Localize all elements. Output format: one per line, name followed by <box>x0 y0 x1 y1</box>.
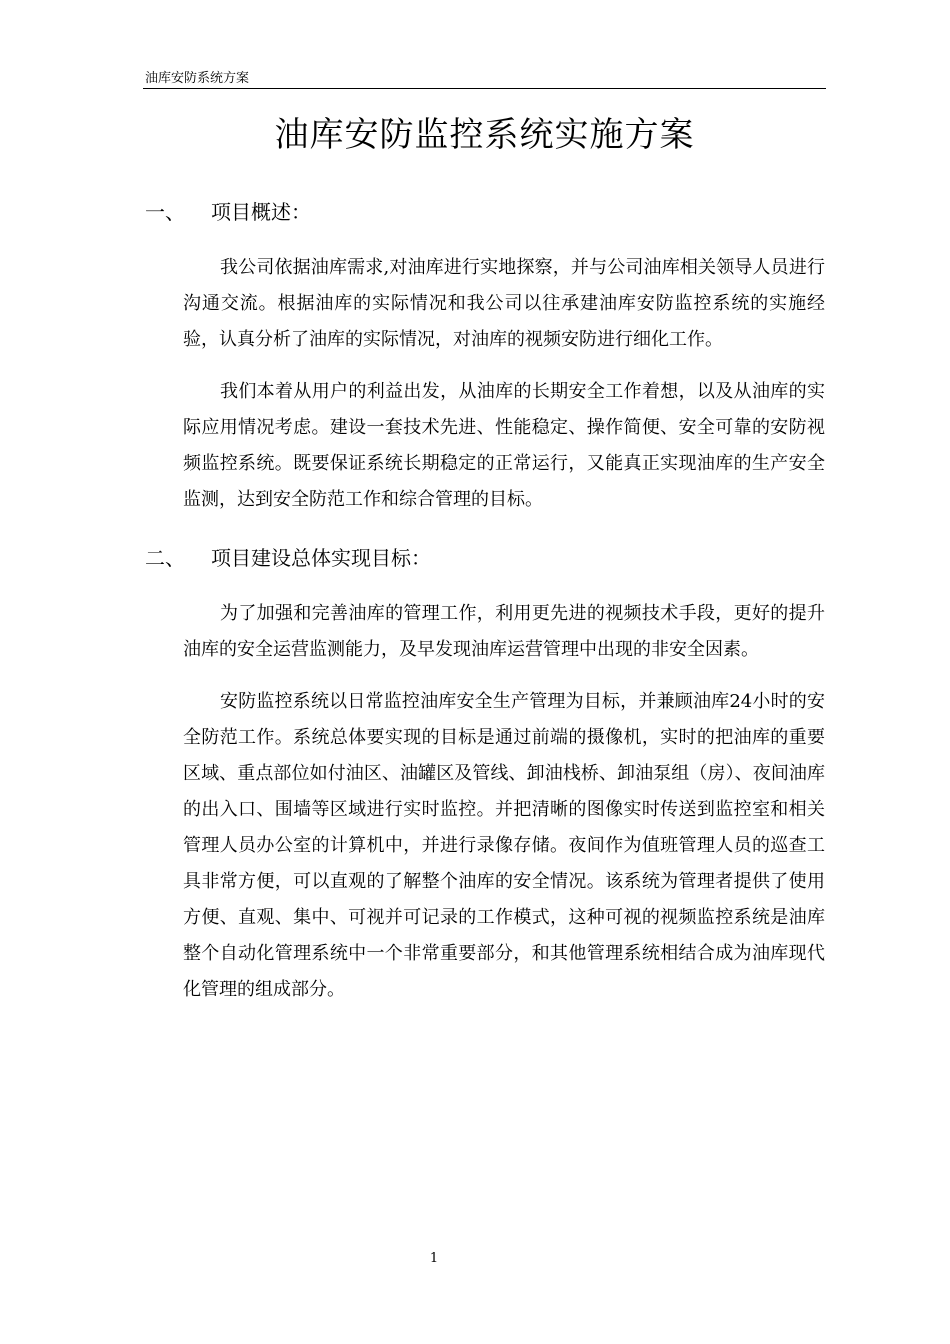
section-title-2: 项目建设总体实现目标： <box>211 546 431 570</box>
paragraph-2-1: 为了加强和完善油库的管理工作，利用更先进的视频技术手段，更好的提升油库的安全运营监测能力，及早发现油库运营管理中出现的非安全因素。 <box>183 603 825 660</box>
section-heading-2 <box>145 544 431 572</box>
paragraph-2-2: 安防监控系统以日常监控油库安全生产管理为目标，并兼顾油库24小时的安全防范工作。系统总体要实现的目标是通过前端的摄像机，实时的把油库的重要区域、重点部位如付油区、油罐区及管线、卸油栈桥、卸油泵组（房）、夜间油库的出入口、围墙等区域进行实时监控。并把清晰的图像实时传送到监控室和相关管理人员办公室的计算机中，并进行录像存储。夜间作为值班管理人员的巡查工具非常方便，可以直观的了解整个油库的安全情况。该系统为管理者提供了使用方便、直观、集中、可视并可记录的工作模式，这种可视的视频监控系统是油库整个自动化管理系统中一个非常重要部分，和其他管理系统相结合成为油库现代化管理的组成部分。 <box>183 691 825 1000</box>
paragraph-1-1: 我公司依据油库需求,对油库进行实地探察，并与公司油库相关领导人员进行沟通交流。根据油库的实际情况和我公司以往承建油库安防监控系统的实施经验，认真分析了油库的实际情况，对油库的视频安防进行细化工作。 <box>183 257 825 350</box>
page-number: 1 <box>429 1251 439 1266</box>
header-divider <box>143 88 826 89</box>
section-heading-1 <box>145 198 311 226</box>
running-header: 油库安防系统方案 <box>145 71 250 86</box>
document-title: 油库安防监控系统实施方案 <box>274 115 695 155</box>
paragraph-1-2: 我们本着从用户的利益出发，从油库的长期安全工作着想，以及从油库的实际应用情况考虑。建设一套技术先进、性能稳定、操作简便、安全可靠的安防视频监控系统。既要保证系统长期稳定的正常运行，又能真正实现油库的生产安全监测，达到安全防范工作和综合管理的目标。 <box>183 381 825 510</box>
section-number-1: 一、 <box>145 200 185 224</box>
section-number-2: 二、 <box>145 546 185 570</box>
section-title-1: 项目概述： <box>211 200 311 224</box>
